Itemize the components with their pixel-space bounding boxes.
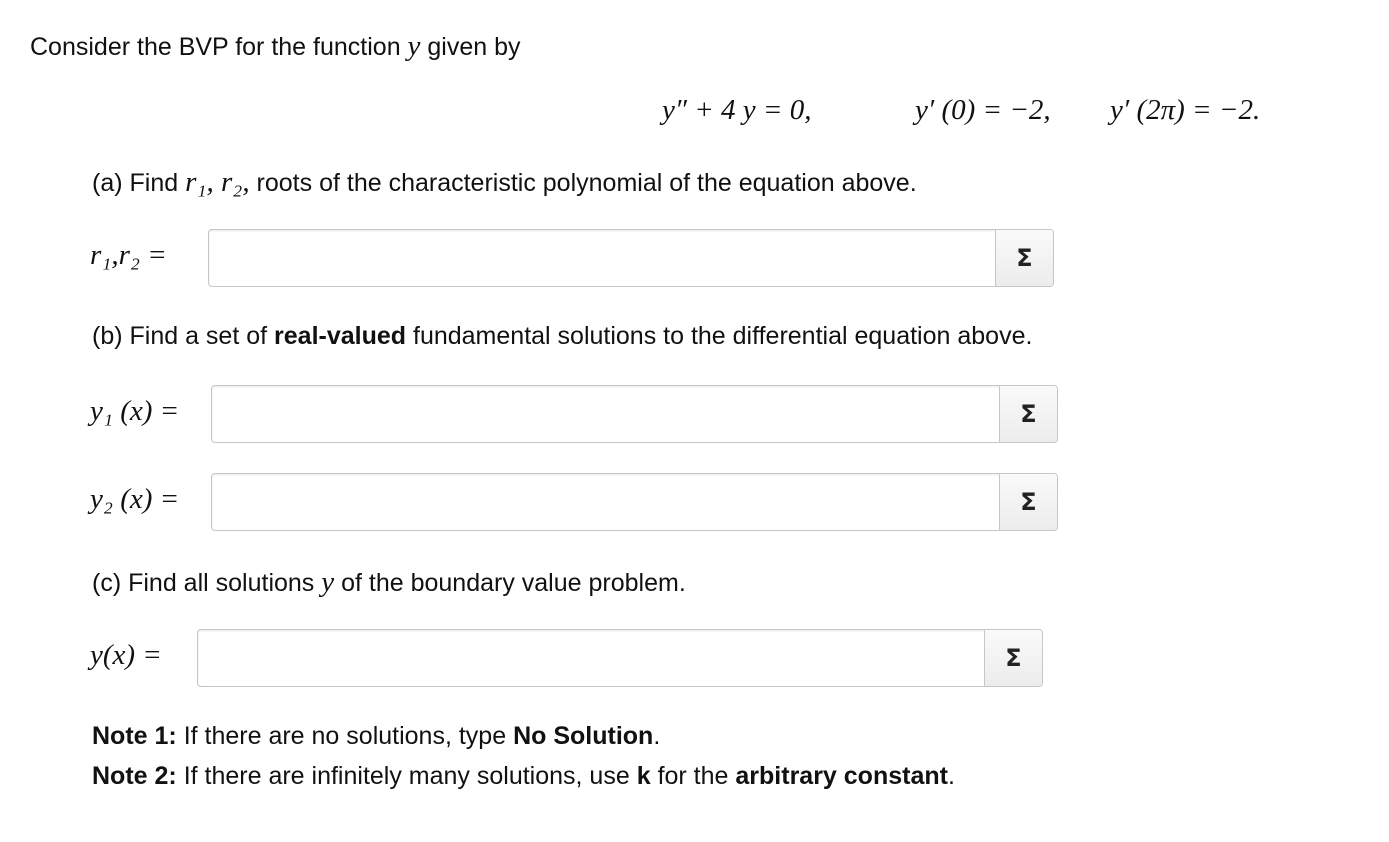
note-2-mid: for the [657, 762, 729, 790]
y-label: y(x) = [90, 639, 162, 671]
part-c-suffix: of the boundary value problem. [341, 569, 686, 597]
boundary-condition-2: y′ (2π) = −2. [1110, 94, 1261, 126]
part-a-prefix: (a) Find [92, 169, 179, 197]
note-1-end: . [653, 722, 661, 750]
y1-label: y₁ (x) = [90, 395, 180, 427]
r1-r2-input[interactable] [209, 230, 995, 286]
note-2-label: Note 2: [92, 762, 177, 790]
part-b-suffix: fundamental solutions to the differential equation above. [413, 322, 1033, 350]
note-2-bold: arbitrary constant [735, 762, 948, 790]
ode-equation: y″ + 4 y = 0, [662, 94, 812, 126]
part-a-roots: r₁, r₂, [185, 166, 250, 198]
sigma-icon[interactable]: Σ [984, 630, 1042, 686]
intro-suffix: given by [427, 33, 521, 61]
sigma-icon[interactable]: Σ [995, 230, 1053, 286]
y-input[interactable] [198, 630, 984, 686]
part-a-suffix: roots of the characteristic polynomial of the equation above. [256, 169, 917, 197]
intro-text [30, 30, 521, 63]
y2-answer-field [211, 473, 1058, 531]
note-1-text: If there are no solutions, type [183, 722, 507, 750]
part-b-question [92, 322, 1032, 351]
part-c-variable: y [321, 566, 335, 598]
sigma-icon[interactable]: Σ [999, 386, 1057, 442]
note-1 [92, 722, 660, 751]
part-c-prefix: (c) Find all solutions [92, 569, 315, 597]
y2-input[interactable] [212, 474, 999, 530]
part-b-bold-term: real-valued [274, 322, 407, 350]
note-2 [92, 762, 955, 791]
r1-r2-answer-field [208, 229, 1054, 287]
note-2-text: If there are infinitely many solutions, use [183, 762, 630, 790]
sigma-icon[interactable]: Σ [999, 474, 1057, 530]
note-2-k: k [636, 762, 651, 790]
part-c-question [92, 566, 686, 599]
y-answer-field [197, 629, 1043, 687]
note-1-bold: No Solution [513, 722, 654, 750]
intro-variable: y [407, 30, 421, 62]
note-1-label: Note 1: [92, 722, 177, 750]
y2-label: y₂ (x) = [90, 483, 180, 515]
boundary-condition-1: y′ (0) = −2, [915, 94, 1051, 126]
r1-r2-label: r₁,r₂ = [90, 239, 167, 271]
note-2-end: . [947, 762, 955, 790]
intro-prefix: Consider the BVP for the function [30, 33, 401, 61]
part-a-question [92, 166, 917, 199]
y1-answer-field [211, 385, 1058, 443]
y1-input[interactable] [212, 386, 999, 442]
part-b-prefix: (b) Find a set of [92, 322, 268, 350]
